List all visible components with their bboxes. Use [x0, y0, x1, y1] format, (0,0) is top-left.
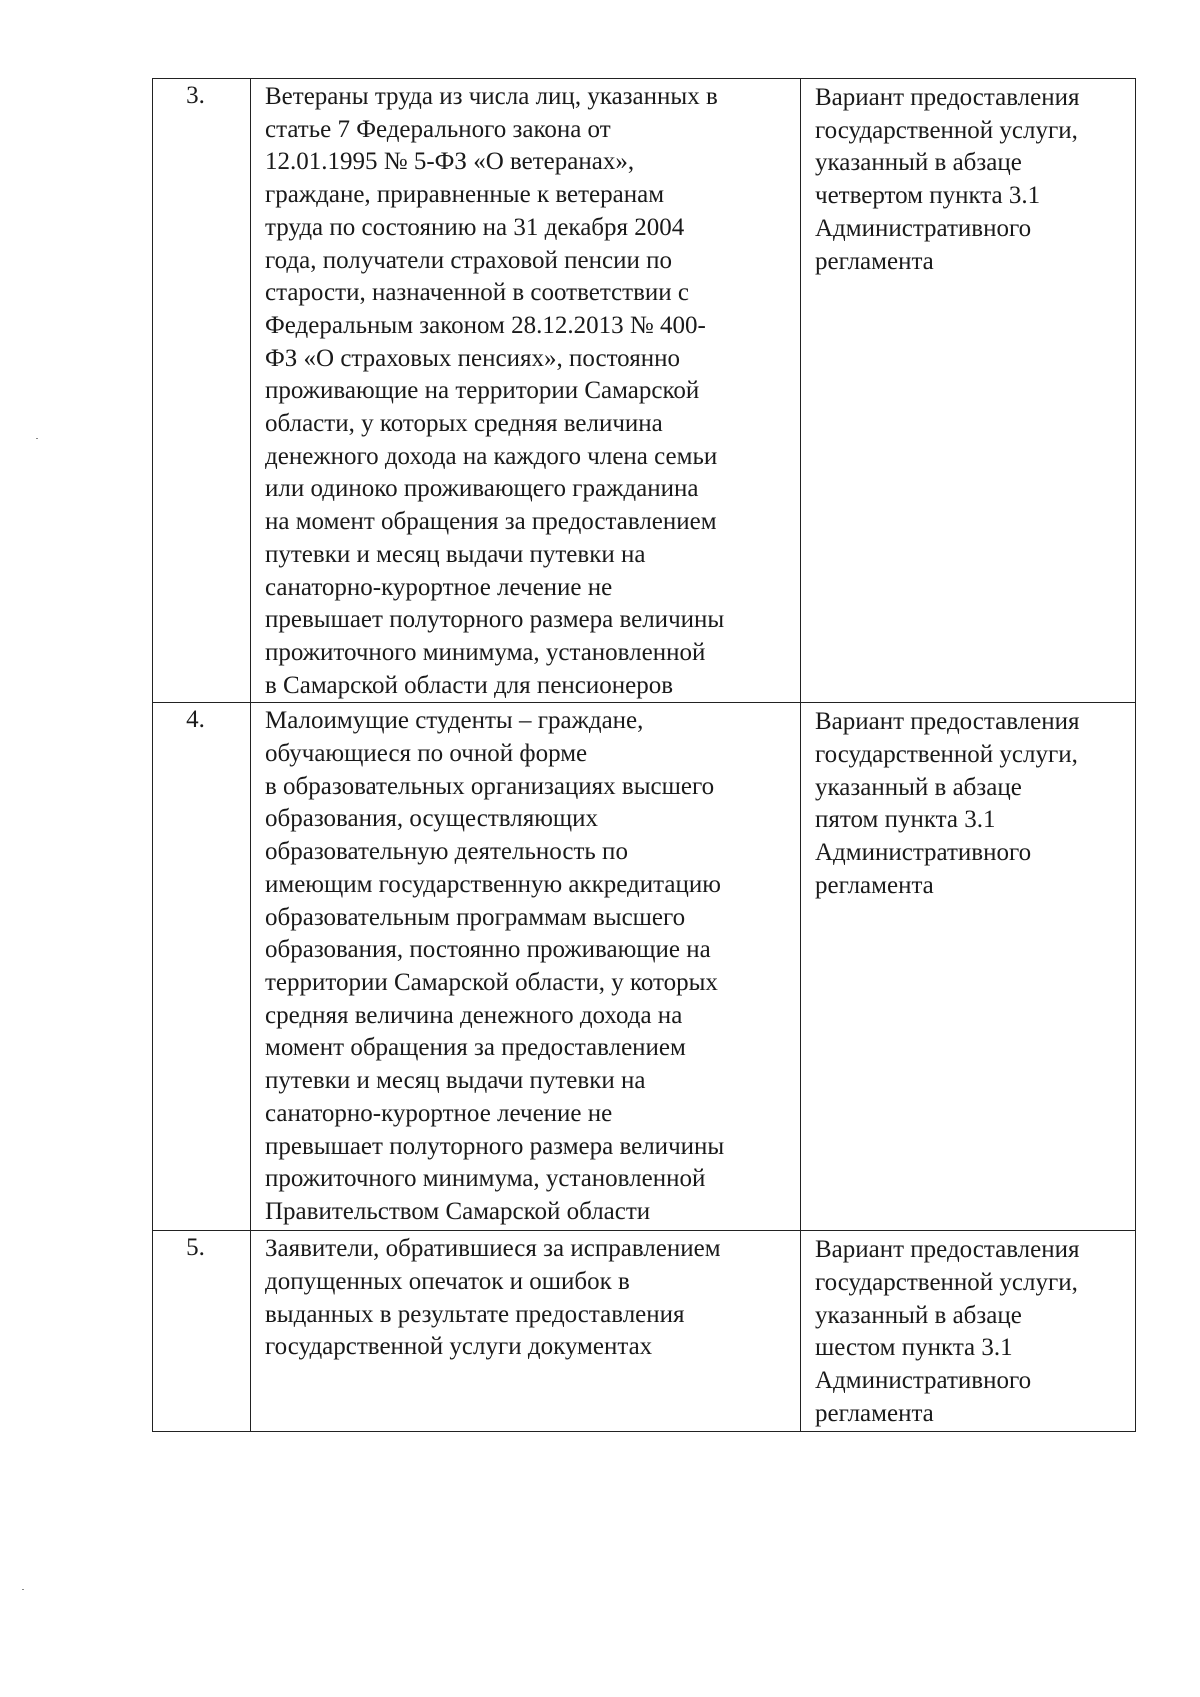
row-number-cell [153, 1231, 251, 1431]
services-table [152, 78, 1136, 1432]
service-variant-cell [801, 1231, 1136, 1431]
row-number: 4. [186, 706, 205, 734]
service-variant-text: Вариант предоставления государственной услуги, указанный в абзаце пятом пункта 3.1 Административного регламента [815, 708, 1080, 899]
row-number-cell [153, 703, 251, 1231]
scan-speck [22, 1589, 24, 1590]
service-variant-cell [801, 703, 1136, 1231]
table-row [153, 703, 1136, 1231]
table-row [153, 1231, 1136, 1431]
service-variant-cell [801, 79, 1136, 703]
service-variant-text: Вариант предоставления государственной услуги, указанный в абзаце шестом пункта 3.1 Административного регламента [815, 1236, 1080, 1427]
applicant-category-cell [251, 703, 801, 1231]
table-row [153, 79, 1136, 703]
applicant-category-text: Заявители, обратившиеся за исправлением допущенных опечаток и ошибок в выданных в результате предоставления государственной услуги документах [265, 1235, 721, 1361]
service-variant-text: Вариант предоставления государственной услуги, указанный в абзаце четвертом пункта 3.1 Административного регламента [815, 84, 1080, 275]
applicant-category-text: Малоимущие студенты – граждане, обучающиеся по очной форме в образовательных организациях высшего образования, осуществляющих образовательную деятельность по имеющим государственную аккредитацию образовательным программам высшего образования, постоянно проживающие на территории Самарской области, у которых средняя величина денежного дохода на момент обращения за предоставлением путевки и месяц выдачи путевки на санаторно-курортное лечение не превышает полуторного размера величины прожиточного минимума, установленной Правительством Самарской области [265, 707, 725, 1225]
row-number-cell [153, 79, 251, 703]
row-number: 5. [186, 1234, 205, 1262]
applicant-category-text: Ветераны труда из числа лиц, указанных в статье 7 Федерального закона от 12.01.1995 № 5-ФЗ «О ветеранах», граждане, приравненные к ветеранам труда по состоянию на 31 декабря 2004 года, получатели страховой пенсии по старости, назначенной в соответствии с Федеральным законом 28.12.2013 № 400- ФЗ «О страховых пенсиях», постоянно проживающие на территории Самарской области, у которых средняя величина денежного дохода на каждого члена семьи или одиноко проживающего гражданина на момент обращения за предоставлением путевки и месяц выдачи путевки на санаторно-курортное лечение не превышает полуторного размера величины прожиточного минимума, установленной в Самарской области для пенсионеров [265, 83, 725, 699]
row-number: 3. [186, 82, 205, 109]
applicant-category-cell [251, 1231, 801, 1431]
applicant-category-cell [251, 79, 801, 703]
scan-speck [36, 438, 38, 439]
